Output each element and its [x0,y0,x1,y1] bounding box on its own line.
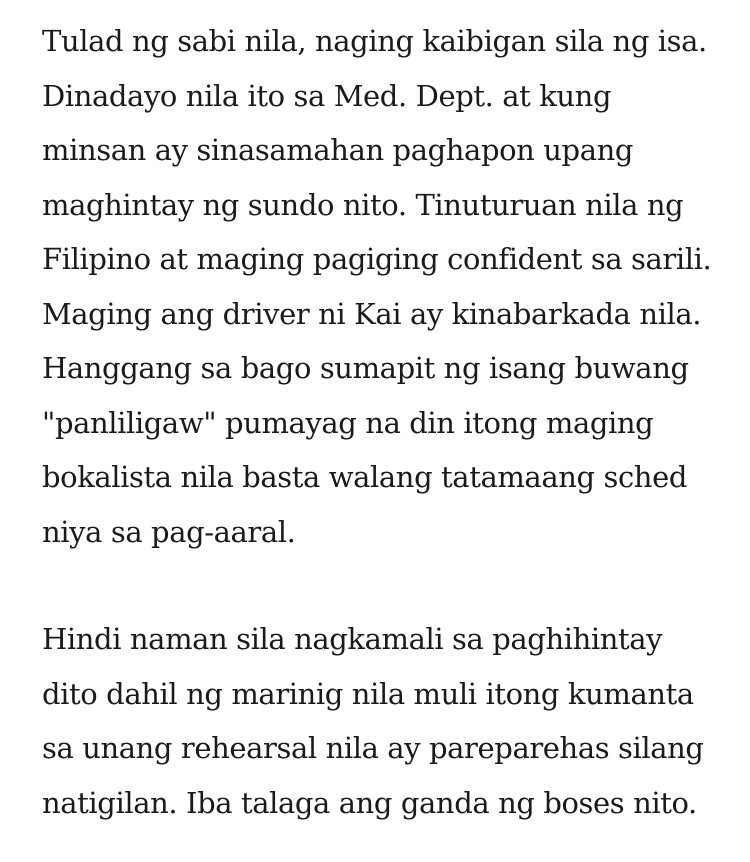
text-line: Hindi naman sila nagkamali sa paghihintay [42,622,663,656]
text-line: bokalista nila basta walang tatamaang sched [42,460,687,494]
text-line: Tulad ng sabi nila, naging kaibigan sila ng isa. [42,24,707,58]
text-line: "panliligaw" pumayag na din itong maging [42,405,654,440]
text-line: maghintay ng sundo nito. Tinuturuan nila ng [42,187,684,222]
text-line: Filipino at maging pagiging confident sa sarili. [42,242,712,276]
article-body [42,14,742,830]
text-line: Dinadayo nila ito sa Med. Dept. at kung [42,78,612,113]
text-line: minsan ay sinasamahan paghapon upang [42,133,634,167]
text-line: niya sa pag-aaral. [42,514,296,549]
paragraph-spacer [42,559,742,612]
text-line: Hanggang sa bago sumapit ng isang buwang [42,351,689,385]
paragraph-2 [42,612,742,830]
text-line: sa unang rehearsal nila ay pareparehas silang [42,731,704,765]
text-line: Maging ang driver ni Kai ay kinabarkada nila. [42,296,702,331]
text-line: dito dahil ng marinig nila muli itong kumanta [42,676,694,711]
paragraph-1 [42,14,742,559]
text-line: natigilan. Iba talaga ang ganda ng boses nito. [42,785,697,820]
